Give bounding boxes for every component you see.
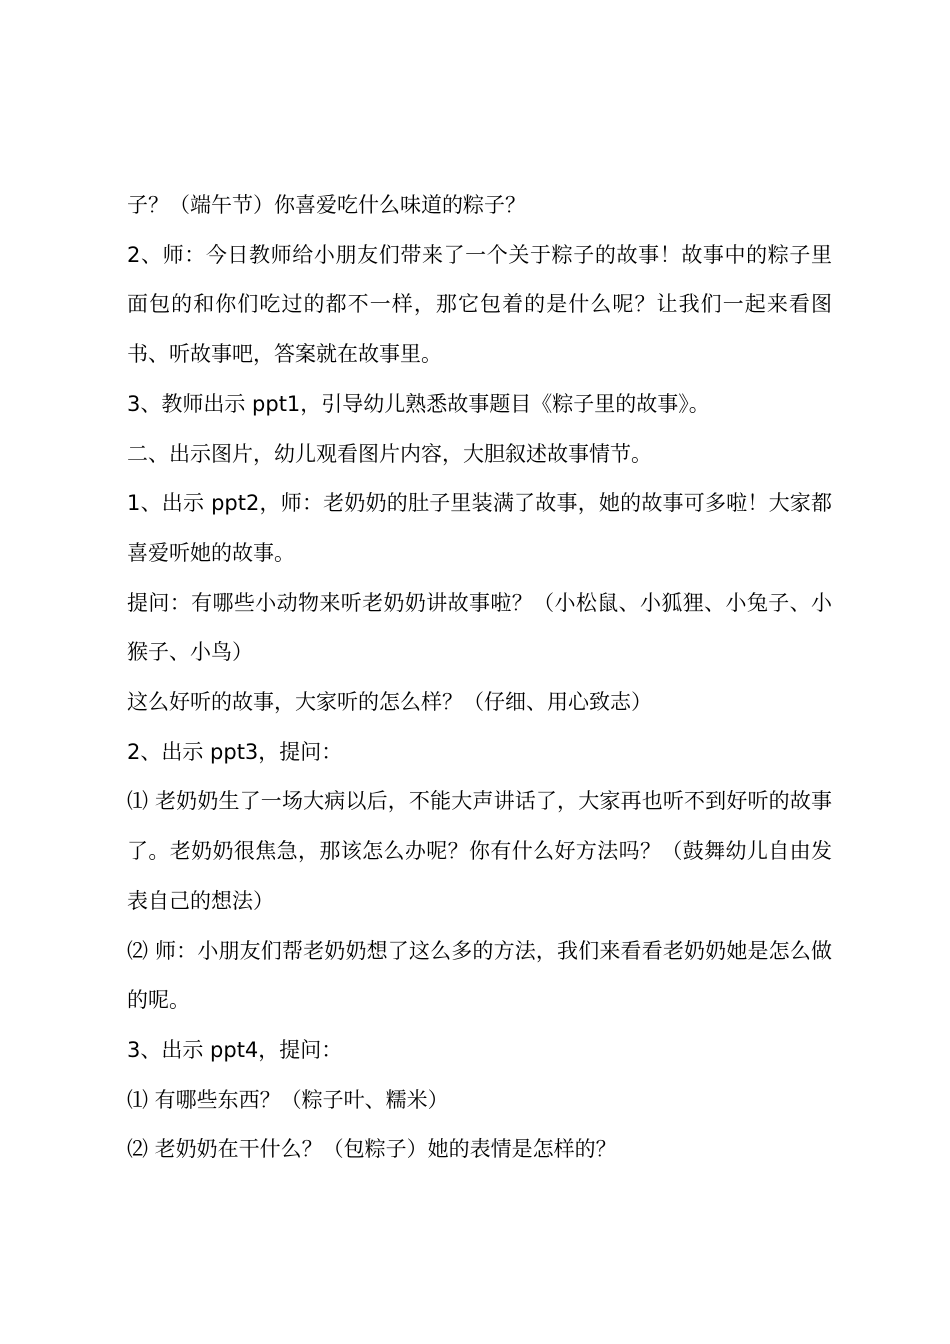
paragraph: 3、出示 ppt4，提问： bbox=[127, 1037, 343, 1062]
paragraph: 这么好听的故事，大家听的怎么样？（仔细、用心致志） bbox=[127, 690, 652, 715]
paragraph: 二、出示图片，幼儿观看图片内容，大胆叙述故事情节。 bbox=[127, 441, 652, 466]
paragraph: 2、师：今日教师给小朋友们带来了一个关于粽子的故事！故事中的粽子里面包的和你们吃过的都不一样，那它包着的是什么呢？让我们一起来看图书、听故事吧，答案就在故事里。 bbox=[127, 242, 832, 367]
paragraph: 提问：有哪些小动物来听老奶奶讲故事啦？（小松鼠、小狐狸、小兔子、小猴子、小鸟） bbox=[127, 590, 832, 665]
paragraph: ⑴ 有哪些东西？（粽子叶、糯米） bbox=[127, 1087, 449, 1112]
document-body bbox=[127, 181, 832, 1175]
paragraph: 3、教师出示 ppt1，引导幼儿熟悉故事题目《粽子里的故事》。 bbox=[127, 391, 710, 416]
paragraph: 1、出示 ppt2，师：老奶奶的肚子里装满了故事，她的故事可多啦！大家都喜爱听她的故事。 bbox=[127, 491, 832, 565]
paragraph: ⑵ 老奶奶在干什么？（包粽子）她的表情是怎样的？ bbox=[127, 1137, 617, 1162]
paragraph: ⑵ 师：小朋友们帮老奶奶想了这么多的方法，我们来看看老奶奶她是怎么做的呢。 bbox=[127, 938, 832, 1013]
paragraph: 子？（端午节）你喜爱吃什么味道的粽子？ bbox=[127, 193, 526, 217]
paragraph: ⑴ 老奶奶生了一场大病以后，不能大声讲话了，大家再也听不到好听的故事了。老奶奶很焦急，那该怎么办呢？你有什么好方法吗？（鼓舞幼儿自由发表自己的想法） bbox=[127, 789, 832, 913]
paragraph: 2、出示 ppt3，提问： bbox=[127, 739, 343, 764]
